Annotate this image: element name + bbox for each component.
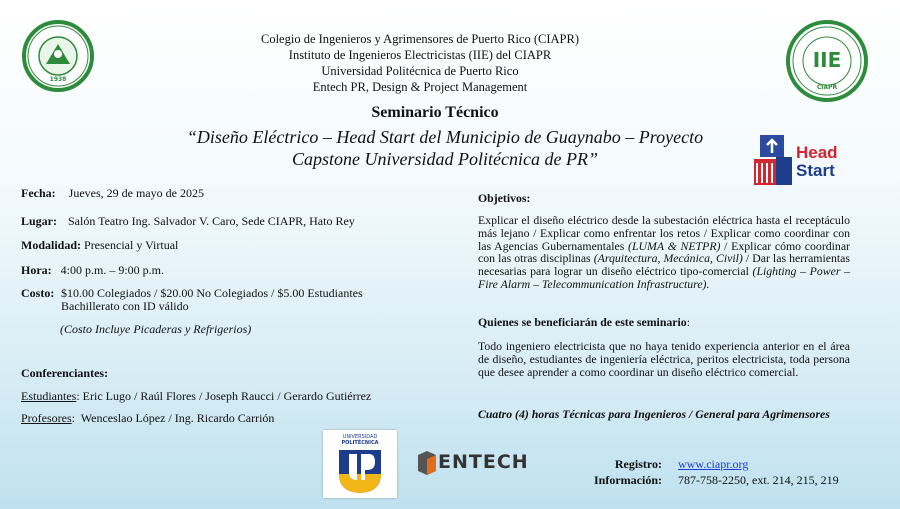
objectives-text-2: / Explicar cómo coordinar con las otras disciplinas	[478, 238, 850, 266]
head-start-line1: Head	[796, 143, 838, 162]
fecha-label: Fecha:	[21, 186, 56, 200]
costo-row	[21, 287, 461, 313]
speakers-students-row	[21, 389, 371, 404]
registration-labels	[570, 456, 662, 488]
beneficiaries-colon: :	[686, 315, 690, 329]
costo-note: (Costo Incluye Picaderas y Refrigerios)	[60, 322, 252, 336]
beneficiaries-heading-row	[478, 316, 850, 329]
lugar-row	[21, 214, 355, 229]
header-line-upr: Universidad Politécnica de Puerto Rico	[321, 64, 519, 78]
registration-values	[678, 456, 839, 488]
entech-wordmark: ENTECH	[438, 451, 529, 473]
header-line-ciapr: Colegio de Ingenieros y Agrimensores de Puerto Rico (CIAPR)	[260, 32, 579, 46]
beneficiaries-body: Todo ingeniero electricista que no haya tenido experiencia anterior en el área de diseño, estudiantes de ingeniería eléctrica, peritos electricista, toda persona que desee aprender a como coordinar un diseño eléctrico comercial.	[478, 339, 850, 379]
head-start-line2: Start	[796, 161, 835, 180]
costo-label: Costo:	[21, 286, 55, 300]
header-line-entech: Entech PR, Design & Project Management	[312, 80, 528, 94]
seminar-subtitle-line2: Capstone Universidad Politécnica de PR”	[292, 149, 598, 169]
speakers-students-label: Estudiantes	[21, 389, 77, 403]
head-start-blocks-icon	[752, 133, 794, 188]
seminar-subtitle	[160, 126, 730, 170]
fecha-row	[21, 186, 204, 201]
registration-url-link[interactable]: www.ciapr.org	[678, 457, 749, 471]
speakers-professors-label: Profesores	[21, 411, 72, 425]
information-label: Información:	[594, 473, 662, 487]
iie-seal-bottom: CIAPR	[816, 84, 838, 91]
objectives-heading: Objetivos:	[478, 191, 531, 205]
hora-row	[21, 263, 164, 278]
head-start-logo	[752, 133, 852, 188]
entech-logo	[418, 450, 548, 476]
hours-note: Cuatro (4) horas Técnicas para Ingenieros / General para Agrimensores	[478, 407, 830, 421]
upr-logo	[323, 430, 397, 498]
upr-logo-line1: UNIVERSIDAD	[342, 434, 378, 440]
hora-value: 4:00 p.m. – 9:00 p.m.	[60, 263, 164, 277]
header-org-lines	[190, 31, 650, 95]
upr-logo-line2: POLITÉCNICA	[341, 440, 379, 446]
speakers-students-value: : Eric Lugo / Raúl Flores / Joseph Raucci / Gerardo Gutiérrez	[76, 389, 372, 403]
objectives-text-3: / Dar las herramientas necesarias para lograr un diseño eléctrico tipo-comercial	[478, 251, 850, 279]
modalidad-row	[21, 238, 178, 253]
speakers-professors-row	[21, 411, 274, 426]
objectives-text-agencies: (LUMA & NETPR)	[628, 238, 721, 253]
seminar-subtitle-line1: “Diseño Eléctrico – Head Start del Municipio de Guaynabo – Proyecto	[186, 127, 704, 147]
hora-label: Hora:	[21, 263, 52, 277]
objectives-body	[478, 214, 850, 291]
ciapr-seal-year: 1938	[49, 76, 67, 83]
objectives-text-systems: (Lighting – Power – Fire Alarm – Telecommunication Infrastructure).	[478, 264, 850, 291]
iie-seal-letters: IIE	[812, 48, 842, 72]
lugar-value: Salón Teatro Ing. Salvador V. Caro, Sede CIAPR, Hato Rey	[68, 214, 355, 228]
entech-cube-icon	[418, 451, 436, 475]
upr-shield-icon	[337, 448, 383, 494]
costo-value-line1: $10.00 Colegiados / $20.00 No Colegiados / $5.00 Estudiantes	[61, 286, 363, 300]
fecha-value: Jueves, 29 de mayo de 2025	[68, 186, 204, 200]
header-line-iie: Instituto de Ingenieros Electricistas (IIE) del CIAPR	[288, 48, 552, 62]
modalidad-label: Modalidad:	[21, 238, 82, 252]
costo-value	[61, 287, 461, 313]
ciapr-seal-logo	[22, 20, 94, 92]
speakers-professors-value: : Wenceslao López / Ing. Ricardo Carrión	[71, 411, 275, 425]
objectives-text-1: Explicar el diseño eléctrico desde la subestación eléctrica hasta el receptáculo más lejano / Explicar como enfrentar los retos / Explicar como coordinar con las Agencias Gubernamentales	[478, 213, 850, 253]
registration-label: Registro:	[614, 457, 662, 471]
beneficiaries-heading: Quienes se beneficiarán de este seminario	[478, 315, 687, 329]
lugar-label: Lugar:	[21, 214, 57, 228]
modalidad-value: Presencial y Virtual	[84, 238, 179, 252]
seminar-title: Seminario Técnico	[371, 104, 499, 121]
speakers-heading: Conferenciantes:	[21, 366, 109, 380]
costo-value-line2: Bachillerato con ID válido	[61, 299, 189, 313]
information-phone: 787-758-2250, ext. 214, 215, 219	[678, 473, 839, 487]
iie-seal-logo	[786, 20, 868, 102]
objectives-text-disciplines: (Arquitectura, Mecánica, Civil)	[593, 251, 743, 266]
